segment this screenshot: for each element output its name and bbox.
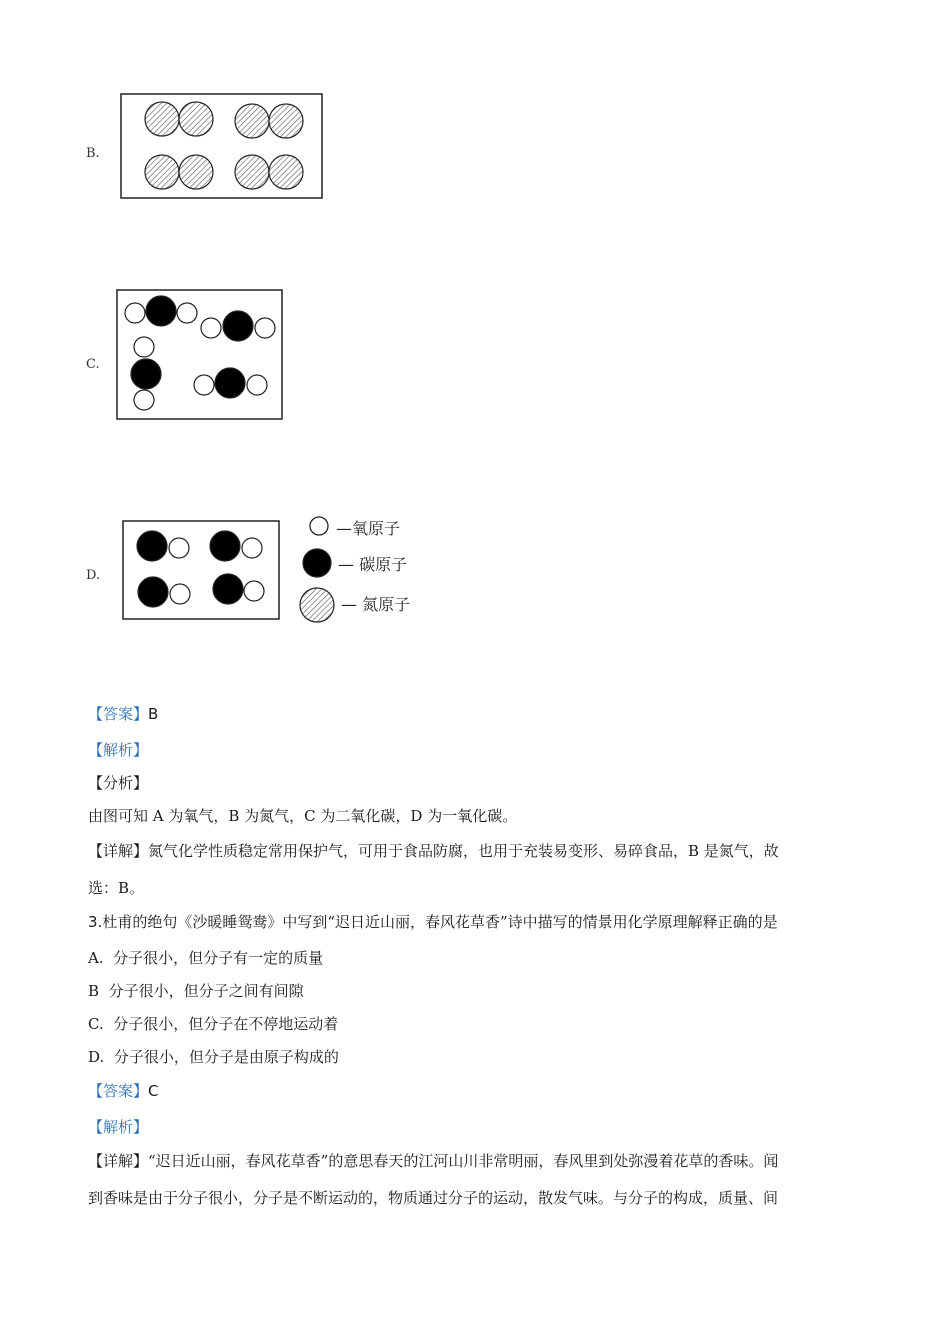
q3-option-d-label: D.: [88, 1048, 105, 1066]
q2-detail-text1: 氮气化学性质稳定常用保护气，可用于食品防腐，也用于充装易变形、易碎食品，B 是氮气，故: [148, 842, 779, 860]
q2-detail-line1: [88, 841, 779, 861]
q2-analysis-tag: 【解析】: [88, 741, 149, 759]
legend-nitrogen-label: — 氮原子: [341, 595, 411, 614]
q3-detail-text1: “迟日近山丽，春风花草香”的意思春天的江河山川非常明丽，春风里到处弥漫着花草的香味。闻: [148, 1152, 779, 1170]
q3-option-a-label: A.: [88, 949, 104, 967]
q2-detail-tag: 【详解】: [88, 842, 149, 860]
option-d-label: D.: [86, 568, 101, 583]
legend-oxygen-icon: [308, 515, 330, 537]
q3-answer-tag: 【答案】: [88, 1082, 149, 1100]
q3-detail-line1: [88, 1151, 778, 1171]
option-b-label: B.: [86, 146, 100, 161]
q2-answer-line: [88, 704, 158, 724]
q3-option-b: [88, 981, 304, 1001]
q2-answer-tag: 【答案】: [88, 705, 149, 723]
q3-stem: [88, 912, 778, 932]
q3-analysis-tag: 【解析】: [88, 1118, 149, 1136]
legend-carbon-icon: [301, 547, 333, 579]
q2-detail-line2: 选：B。: [88, 879, 145, 897]
q3-option-c-label: C.: [88, 1015, 104, 1033]
q3-option-c: [88, 1014, 338, 1034]
q3-detail-tag: 【详解】: [88, 1152, 149, 1170]
legend-nitrogen-icon: [297, 585, 337, 625]
q3-option-d: [88, 1047, 339, 1067]
q3-answer-line: [88, 1081, 159, 1101]
figure-c-carbon-dioxide-molecules: [116, 289, 283, 420]
q3-option-a-text: 分子很小，但分子有一定的质量: [113, 949, 324, 967]
q3-number: 3.: [88, 913, 103, 931]
figure-d-carbon-monoxide-molecules: [122, 520, 280, 620]
q3-answer-value: C: [148, 1082, 159, 1100]
q3-option-b-text: 分子很小，但分子之间有间隙: [108, 982, 304, 1000]
figure-b-nitrogen-molecules: [120, 93, 323, 199]
q3-detail-line2: 到香味是由于分子很小，分子是不断运动的，物质通过分子的运动，散发气味。与分子的构成，质量、间: [88, 1189, 779, 1207]
q2-fenxi-tag: 【分析】: [88, 774, 149, 792]
q2-answer-value: B: [148, 705, 159, 723]
q3-option-a: [88, 948, 323, 968]
option-c-label: C.: [86, 357, 100, 372]
q2-fenxi-text: 由图可知 A 为氧气，B 为氮气，C 为二氧化碳，D 为一氧化碳。: [88, 807, 518, 825]
q3-stem-text: 杜甫的绝句《沙暖睡鸳鸯》中写到“迟日近山丽，春风花草香”诗中描写的情景用化学原理解释正确的是: [102, 913, 778, 931]
legend-oxygen-label: —氧原子: [336, 519, 401, 538]
q3-option-c-text: 分子很小，但分子在不停地运动着: [113, 1015, 339, 1033]
legend-carbon-label: — 碳原子: [338, 555, 408, 574]
q3-option-d-text: 分子很小，但分子是由原子构成的: [113, 1048, 339, 1066]
q3-option-b-label: B: [88, 982, 100, 1000]
